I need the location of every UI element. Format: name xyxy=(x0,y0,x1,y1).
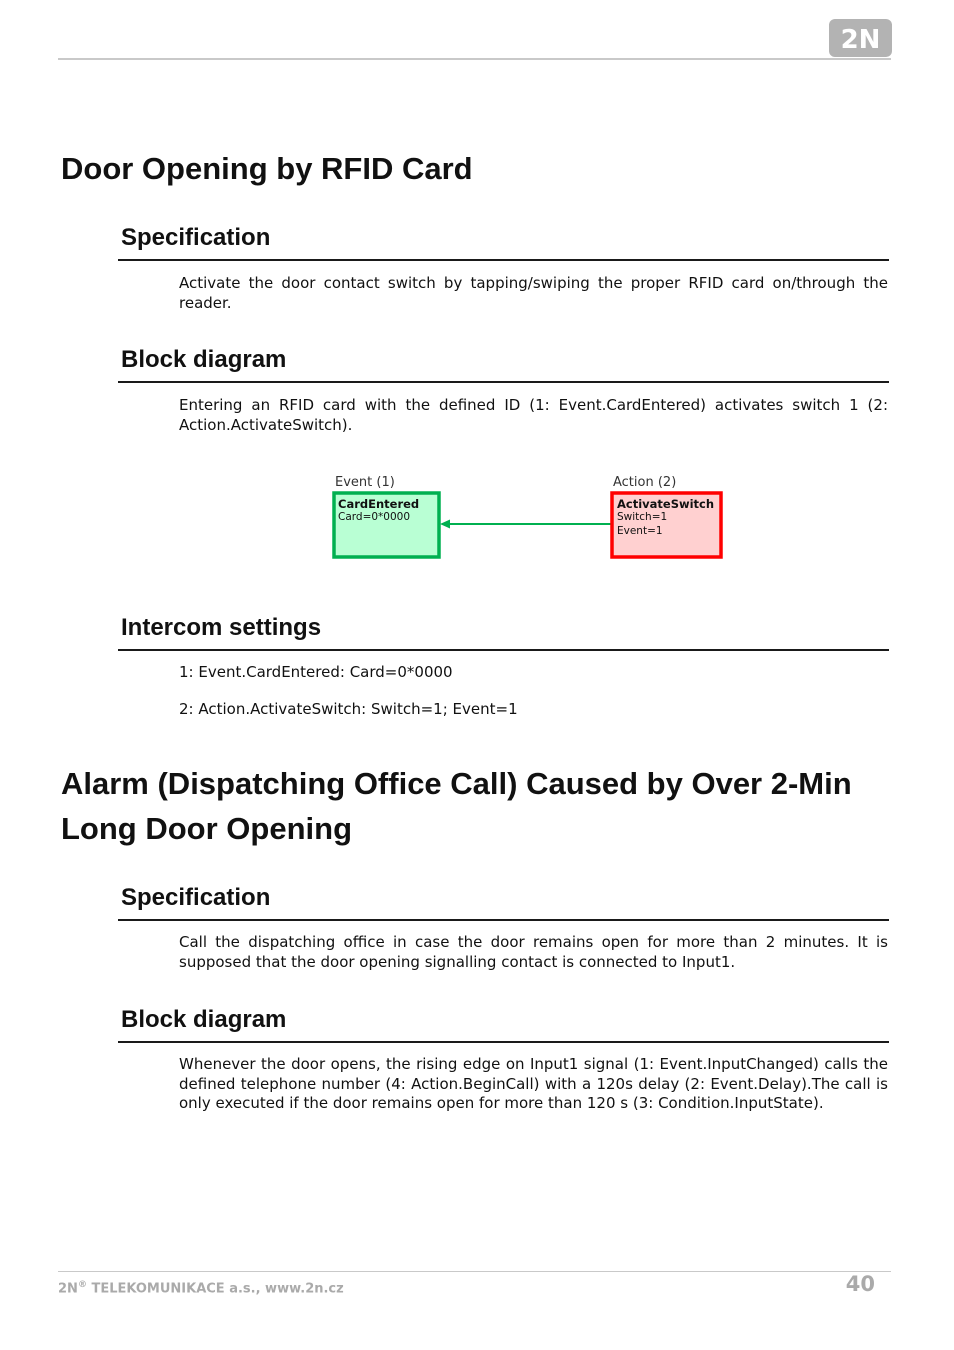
block-diagram-heading: Block diagram xyxy=(121,1006,287,1033)
specification-text: Call the dispatching office in case the door remains open for more than 2 minutes. It is supposed that the door opening signalling contact is connected to Input1. xyxy=(179,933,888,971)
footer-company-prefix: 2N xyxy=(58,1281,78,1297)
action-block-param-switch: Switch=1 xyxy=(617,511,668,523)
header-divider xyxy=(58,58,891,60)
heading-rule xyxy=(118,649,889,651)
section-title-alarm-line1: Alarm (Dispatching Office Call) Caused by Over 2-Min xyxy=(61,766,852,801)
heading-rule xyxy=(118,919,889,921)
specification-heading: Specification xyxy=(121,884,271,911)
event-block-param: Card=0*0000 xyxy=(338,511,411,523)
setting-line-2: 2: Action.ActivateSwitch: Switch=1; Event=1 xyxy=(179,700,518,718)
setting-line-1: 1: Event.CardEntered: Card=0*0000 xyxy=(179,663,453,681)
specification-text: Activate the door contact switch by tapping/swiping the proper RFID card on/through the reader. xyxy=(179,274,888,312)
block-diagram-text: Whenever the door opens, the rising edge on Input1 signal (1: Event.InputChanged) calls the defined telephone number (4: Action.BeginCall) with a 120s delay (2: Event.Delay).The call is only executed if the door remains open for more than 120 s (3: Condition.InputState). xyxy=(179,1055,888,1112)
connector-arrowhead xyxy=(440,520,450,529)
event-block-title: Event (1) xyxy=(335,475,395,490)
intercom-settings-heading: Intercom settings xyxy=(121,614,322,641)
section-title-alarm-line2: Long Door Opening xyxy=(61,811,353,846)
company-logo xyxy=(829,19,892,57)
logo-text: 2N xyxy=(840,25,881,55)
footer-divider xyxy=(58,1271,891,1272)
page-number: 40 xyxy=(845,1272,875,1296)
heading-rule xyxy=(118,381,889,383)
footer-company-rest: TELEKOMUNIKACE a.s., www.2n.cz xyxy=(86,1281,344,1297)
block-diagram-heading: Block diagram xyxy=(121,346,287,373)
specification-heading: Specification xyxy=(121,224,271,251)
event-block-name: CardEntered xyxy=(338,497,420,511)
block-diagram xyxy=(330,470,730,565)
heading-rule xyxy=(118,1041,889,1043)
registered-mark: ® xyxy=(77,1280,87,1290)
heading-rule xyxy=(118,259,889,261)
action-block-param-event: Event=1 xyxy=(617,525,663,537)
action-block-name: ActivateSwitch xyxy=(617,497,715,511)
footer-company xyxy=(58,1280,344,1296)
action-block-title: Action (2) xyxy=(613,475,677,490)
section-title-rfid: Door Opening by RFID Card xyxy=(61,151,473,186)
block-diagram-text: Entering an RFID card with the defined ID (1: Event.CardEntered) activates switch 1 (2: Action.ActivateSwitch). xyxy=(179,396,888,434)
